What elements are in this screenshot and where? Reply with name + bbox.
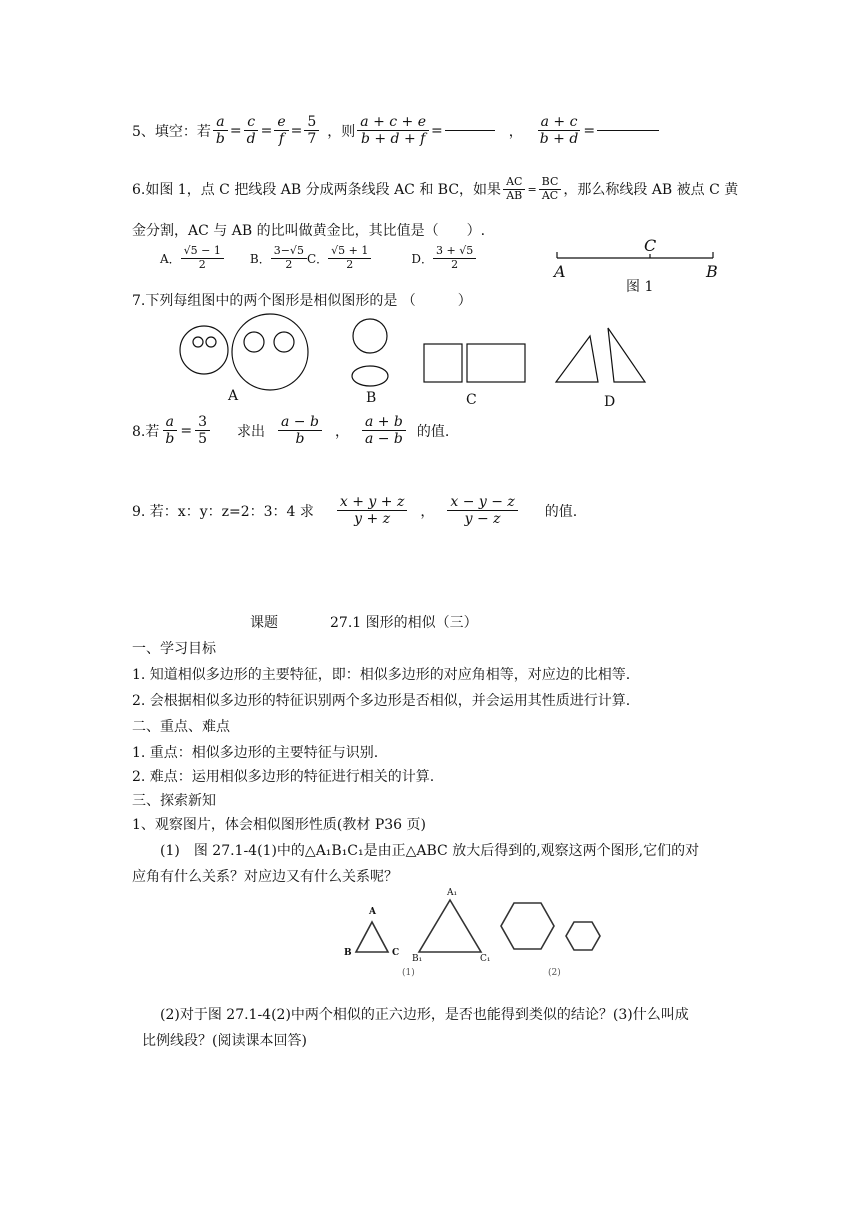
lesson-line: 一、学习目标: [132, 641, 216, 657]
fig-small-tri-b: B: [344, 948, 352, 958]
q5-ratio: $\frac{a}{b}$: [213, 114, 228, 147]
q5-comma: ，: [508, 123, 523, 140]
lesson-paragraph-2-cont: 比例线段？(阅读课本回答): [142, 1033, 307, 1049]
question-9: 9. 若：x：y：z=2：3：4 求 $\frac{x + y + z}{y + z}$ ， $\frac{x - y - z}{y - z}$ 的值.: [132, 494, 578, 528]
q7-label-a: A: [228, 388, 239, 404]
lesson-line: 2. 难点：运用相似多边形的特征进行相关的计算.: [132, 769, 435, 785]
q5-ratio: $\frac{e}{f}$: [274, 114, 288, 147]
fig-caption-2: (2): [548, 968, 561, 978]
fig-big-tri-c: C₁: [480, 954, 491, 964]
lesson-paragraph-1: (1) 图 27.1-4(1)中的△A₁B₁C₁是由正△ABC 放大后得到的,观察这两个图形,它们的对: [160, 843, 700, 859]
q5-lead: 5、填空：若: [132, 123, 211, 140]
q9-expr1: $\frac{x + y + z}{y + z}$: [337, 494, 407, 527]
figure-1-point-b: B: [706, 262, 718, 281]
q6-option-c: $\frac{√5 + 1}{2}$: [328, 245, 371, 271]
lesson-line: 1、观察图片，体会相似图形性质(教材 P36 页): [132, 817, 426, 833]
fig-small-tri-a: A: [369, 907, 376, 917]
fig-big-tri-a: A₁: [447, 888, 458, 898]
fig-big-tri-b: B₁: [412, 954, 423, 964]
q5-ratio: $\frac{c}{d}$: [244, 114, 259, 147]
q5-answer-blank-2[interactable]: [597, 130, 659, 131]
question-6-line-1: 6.如图 1，点 C 把线段 AB 分成两条线段 AC 和 BC，如果 $\frac{AC}{AB}$ = $\frac{BC}{AC}$ ，那么称线段 AB 被点 C 黄: [132, 175, 739, 202]
q5-expr2: $\frac{a + c}{b + d}$: [537, 114, 582, 147]
q5-then: ，则: [327, 123, 356, 140]
q6-ratio-ac-ab: $\frac{AC}{AB}$: [503, 176, 525, 202]
q5-answer-blank-1[interactable]: [445, 130, 495, 131]
q5-ratio: $\frac{5}{7}$: [304, 114, 319, 147]
q8-expr1: $\frac{a - b}{b}$: [278, 414, 322, 447]
lesson-line: 三、探索新知: [132, 793, 216, 809]
lesson-topic-label: 课题: [250, 615, 278, 631]
figure-1-caption: 图 1: [626, 279, 654, 295]
q8-value: $\frac{3}{5}$: [195, 414, 210, 447]
q7-option-figures: [170, 314, 730, 394]
lesson-topic: 27.1 图形的相似（三）: [330, 615, 478, 631]
q9-expr2: $\frac{x - y - z}{y - z}$: [447, 494, 517, 527]
q8-given: $\frac{a}{b}$: [162, 414, 177, 447]
lesson-paragraph-2: (2)对于图 27.1-4(2)中两个相似的正六边形，是否也能得到类似的结论？(3)什么叫成: [160, 1007, 689, 1023]
q8-expr2: $\frac{a + b}{a - b}$: [362, 414, 406, 447]
q6-option-d: $\frac{3 + √5}{2}$: [433, 245, 476, 271]
q6-option-a: $\frac{√5 - 1}{2}$: [181, 245, 224, 271]
question-5: 5、填空：若 $\frac{a}{b}$ = $\frac{c}{d}$ = $\frac{e}{f}$ = $\frac{5}{7}$ ，则 $\frac{a + c + e}{b + d + f}$ = ， $\frac{a + c}{b + d}$ =: [132, 114, 659, 147]
question-7: 7.下列每组图中的两个图形是相似图形的是 （ ）: [132, 293, 472, 309]
question-8: 8.若 $\frac{a}{b}$ = $\frac{3}{5}$ 求出 $\frac{a - b}{b}$ ， $\frac{a + b}{a - b}$ 的值.: [132, 414, 450, 448]
q7-label-b: B: [366, 390, 377, 406]
fig-caption-1: (1): [402, 968, 415, 978]
fig-small-tri-c: C: [392, 948, 400, 958]
q7-label-d: D: [604, 394, 616, 410]
q6-options: A． $\frac{√5 - 1}{2}$ B． $\frac{3-√5}{2}$ C． $\frac{√5 + 1}{2}$ D． $\frac{3 + √5}{2}$: [160, 245, 476, 271]
lesson-line: 1. 重点：相似多边形的主要特征与识别.: [132, 745, 379, 761]
lesson-paragraph-1-cont: 应角有什么关系？对应边又有什么关系呢？: [132, 869, 398, 885]
q7-label-c: C: [466, 392, 477, 408]
figure-1-point-c: C: [644, 236, 657, 255]
lesson-line: 2. 会根据相似多边形的特征识别两个多边形是否相似，并会运用其性质进行计算.: [132, 693, 631, 709]
lesson-line: 二、重点、难点: [132, 719, 230, 735]
figure-1-point-a: A: [554, 262, 566, 281]
q5-expr1: $\frac{a + c + e}{b + d + f}$: [357, 114, 429, 147]
q6-option-b: $\frac{3-√5}{2}$: [271, 245, 307, 271]
q6-ratio-bc-ac: $\frac{BC}{AC}$: [539, 176, 562, 202]
question-6-line-2: 金分割，AC 与 AB 的比叫做黄金比，其比值是（ ）.: [132, 223, 486, 239]
figure-1-segment: [555, 236, 725, 276]
lesson-line: 1. 知道相似多边形的主要特征，即：相似多边形的对应角相等，对应边的比相等.: [132, 667, 631, 683]
